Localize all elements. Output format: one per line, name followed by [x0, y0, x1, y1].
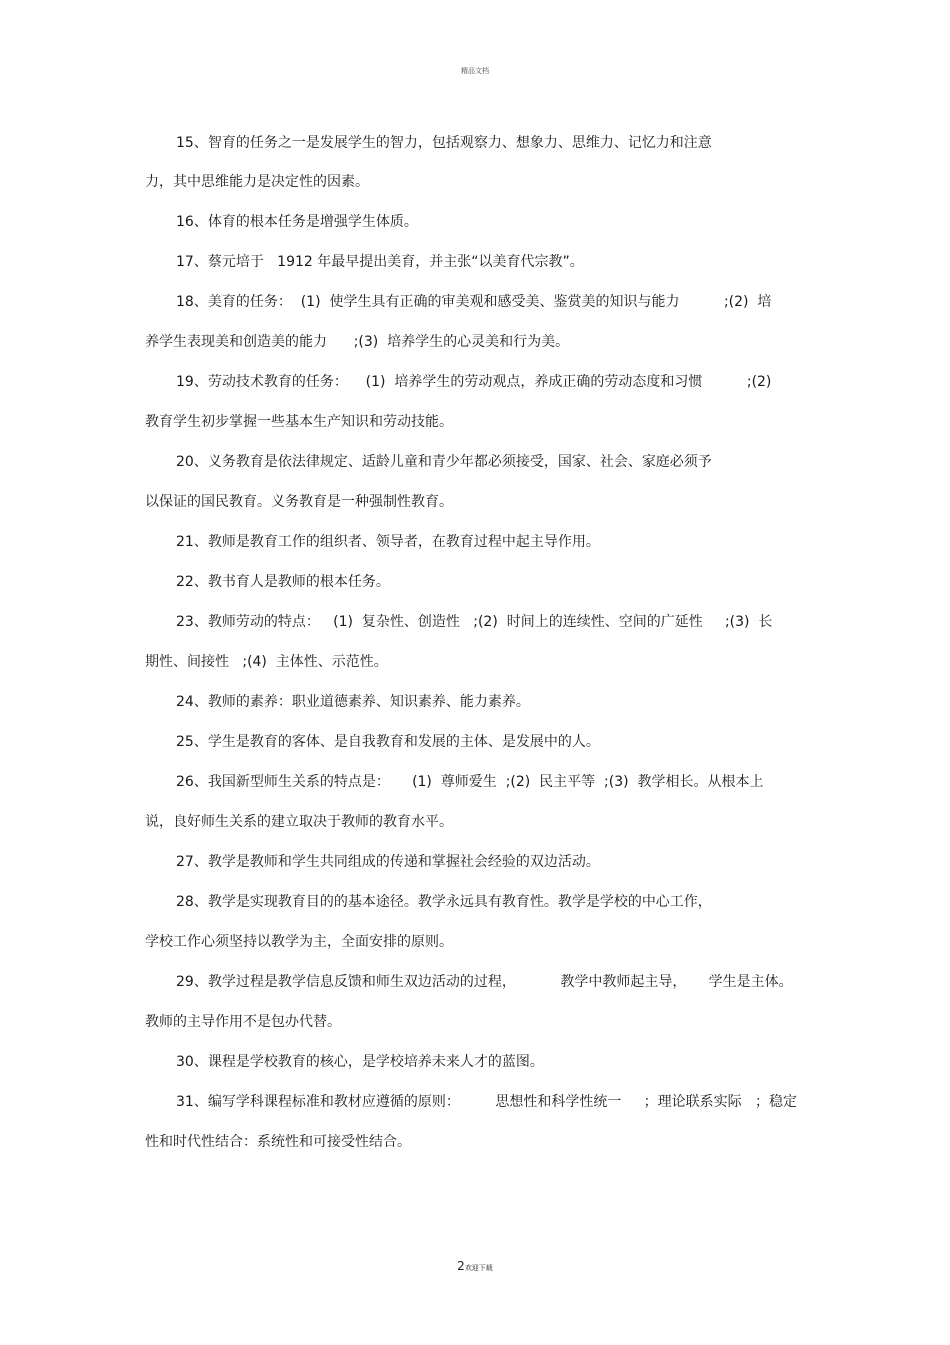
page-footer [0, 1259, 950, 1273]
paragraph-18-line-2: 养学生表现美和创造美的能力 ;(3) 培养学生的心灵美和行为美。 [145, 334, 570, 350]
paragraph-25: 25、学生是教育的客体、是自我教育和发展的主体、是发展中的人。 [176, 734, 600, 750]
paragraph-20-line-2: 以保证的国民教育。义务教育是一种强制性教育。 [145, 494, 453, 510]
paragraph-15-line-2: 力，其中思维能力是决定性的因素。 [145, 174, 369, 190]
paragraph-29-line-2: 教师的主导作用不是包办代替。 [145, 1014, 341, 1030]
paragraph-15-line-1: 15、智育的任务之一是发展学生的智力，包括观察力、想象力、思维力、记忆力和注意 [176, 135, 712, 151]
paragraph-16: 16、体育的根本任务是增强学生体质。 [176, 214, 418, 230]
paragraph-29-line-1: 29、教学过程是教学信息反馈和师生双边活动的过程， 教学中教师起主导， 学生是主体。 [176, 974, 793, 990]
paragraph-31-line-2: 性和时代性结合：系统性和可接受性结合。 [145, 1134, 411, 1150]
page-number: 2 [457, 1259, 465, 1273]
paragraph-28-line-2: 学校工作心须坚持以教学为主，全面安排的原则。 [145, 934, 453, 950]
page-header: 精品文档 [461, 67, 489, 75]
paragraph-31-line-1: 31、编写学科课程标准和教材应遵循的原则： 思想性和科学性统一 ；理论联系实际 ；稳定 [176, 1094, 798, 1110]
paragraph-19-line-1: 19、劳动技术教育的任务： (1) 培养学生的劳动观点，养成正确的劳动态度和习惯 ;(2) [176, 374, 772, 390]
paragraph-24: 24、教师的素养：职业道德素养、知识素养、能力素养。 [176, 694, 530, 710]
paragraph-23-line-2: 期性、间接性 ;(4) 主体性、示范性。 [145, 654, 388, 670]
paragraph-21: 21、教师是教育工作的组织者、领导者，在教育过程中起主导作用。 [176, 534, 600, 550]
paragraph-19-line-2: 教育学生初步掌握一些基本生产知识和劳动技能。 [145, 414, 453, 430]
paragraph-18-line-1: 18、美育的任务： (1) 使学生具有正确的审美观和感受美、鉴赏美的知识与能力 ;(2) 培 [176, 294, 772, 310]
paragraph-26-line-2: 说，良好师生关系的建立取决于教师的教育水平。 [145, 814, 453, 830]
paragraph-27: 27、教学是教师和学生共同组成的传递和掌握社会经验的双边活动。 [176, 854, 600, 870]
paragraph-23-line-1: 23、教师劳动的特点： (1) 复杂性、创造性 ;(2) 时间上的连续性、空间的广延性 ;(3) 长 [176, 614, 773, 630]
paragraph-17: 17、蔡元培于 1912 年最早提出美育，并主张“以美育代宗教”。 [176, 254, 584, 270]
footer-text: 欢迎下载 [464, 1264, 493, 1272]
paragraph-20-line-1: 20、义务教育是依法律规定、适龄儿童和青少年都必须接受，国家、社会、家庭必须予 [176, 454, 712, 470]
paragraph-30: 30、课程是学校教育的核心，是学校培养未来人才的蓝图。 [176, 1054, 544, 1070]
paragraph-22: 22、教书育人是教师的根本任务。 [176, 574, 390, 590]
paragraph-28-line-1: 28、教学是实现教育目的的基本途径。教学永远具有教育性。教学是学校的中心工作， [176, 894, 712, 910]
paragraph-26-line-1: 26、我国新型师生关系的特点是： (1) 尊师爱生 ;(2) 民主平等 ;(3) 教学相长。从根本上 [176, 774, 764, 790]
